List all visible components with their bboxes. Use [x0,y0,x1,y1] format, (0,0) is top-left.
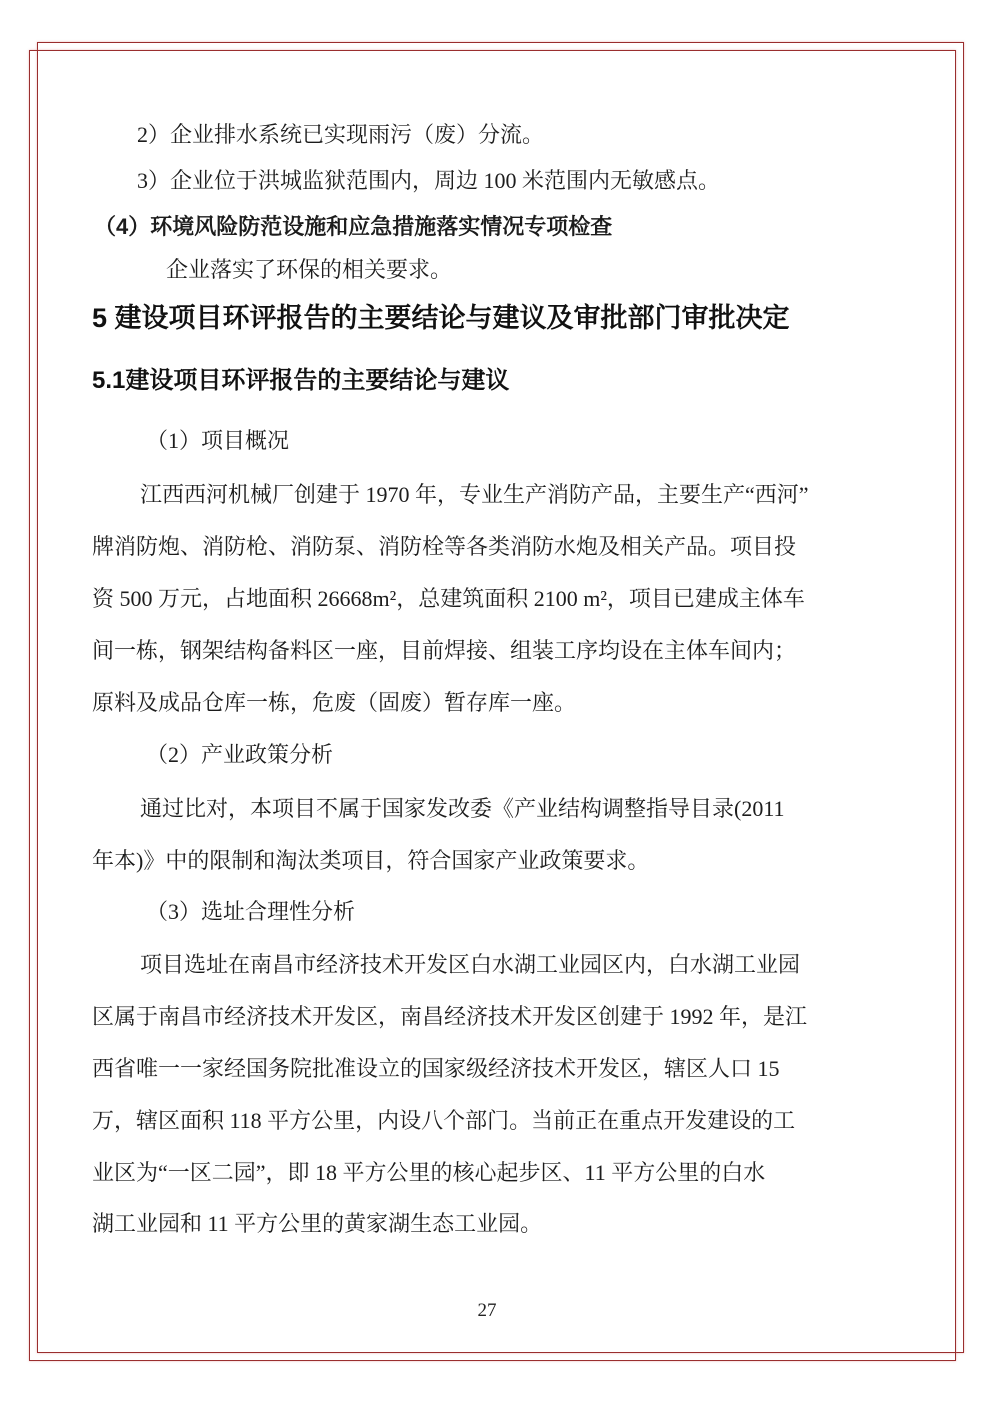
list-item-3: 3）企业位于洪城监狱范围内，周边 100 米范围内无敏感点。 [137,168,721,193]
paragraph-line: 原料及成品仓库一栋，危废（固废）暂存库一座。 [92,690,577,715]
paragraph-line: 湖工业园和 11 平方公里的黄家湖生态工业园。 [92,1211,543,1236]
paragraph-line: 西省唯一一家经国务院批准设立的国家级经济技术开发区，辖区人口 15 [92,1056,780,1081]
paragraph-line: 江西西河机械厂创建于 1970 年，专业生产消防产品，主要生产“西河” [140,482,809,507]
paragraph-line: 业区为“一区二园”，即 18 平方公里的核心起步区、11 平方公里的白水 [92,1160,766,1185]
list-item-2: 2）企业排水系统已实现雨污（废）分流。 [137,122,545,147]
paragraph-line: 万，辖区面积 118 平方公里，内设八个部门。当前正在重点开发建设的工 [92,1108,796,1133]
paragraph-line: 项目选址在南昌市经济技术开发区白水湖工业园区内，白水湖工业园 [140,952,801,977]
paragraph-line: 区属于南昌市经济技术开发区，南昌经济技术开发区创建于 1992 年，是江 [92,1004,808,1029]
page-number: 27 [477,1300,497,1321]
item-1-project-overview: （1）项目概况 [146,428,290,453]
section-4-heading: （4）环境风险防范设施和应急措施落实情况专项检查 [94,214,613,239]
section-5-1-heading: 5.1建设项目环评报告的主要结论与建议 [92,367,510,394]
chapter-5-heading: 5 建设项目环评报告的主要结论与建议及审批部门审批决定 [92,303,790,333]
paragraph-line: 资 500 万元，占地面积 26668m²，总建筑面积 2100 m²，项目已建成主体车 [92,586,805,611]
paragraph-line: 年本)》中的限制和淘汰类项目，符合国家产业政策要求。 [92,848,650,873]
item-2-industrial-policy: （2）产业政策分析 [146,742,334,767]
section-4-body: 企业落实了环保的相关要求。 [166,257,453,282]
paragraph-line: 通过比对，本项目不属于国家发改委《产业结构调整指导目录(2011 [140,796,785,821]
paragraph-line: 牌消防炮、消防枪、消防泵、消防栓等各类消防水炮及相关产品。项目投 [92,534,797,559]
item-3-site-selection: （3）选址合理性分析 [146,899,356,924]
paragraph-line: 间一栋，钢架结构备料区一座，目前焊接、组装工序均设在主体车间内； [92,638,797,663]
